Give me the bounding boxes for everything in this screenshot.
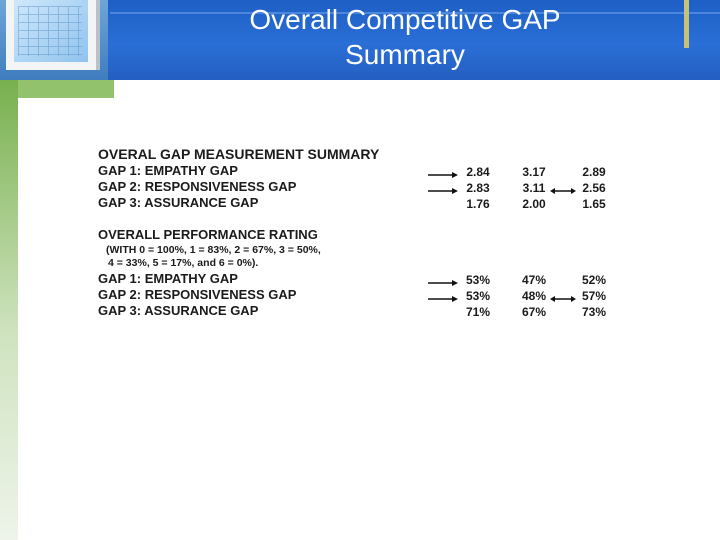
monitor-chart-grid <box>18 6 82 56</box>
summary-row-label: GAP 1: EMPATHY GAP <box>98 163 238 178</box>
summary-row-label: GAP 3: ASSURANCE GAP <box>98 195 259 210</box>
summary-value: 2.83 <box>466 181 490 195</box>
rating-row-label: GAP 3: ASSURANCE GAP <box>98 303 259 318</box>
rating-value: 53% <box>465 273 491 287</box>
rating-note-line1: (WITH 0 = 100%, 1 = 83%, 2 = 67%, 3 = 50%, <box>106 244 321 256</box>
summary-value: 1.65 <box>582 197 606 211</box>
summary-value: 2.84 <box>466 165 490 179</box>
rating-row-label: GAP 1: EMPATHY GAP <box>98 271 238 286</box>
summary-heading: OVERAL GAP MEASUREMENT SUMMARY <box>98 146 380 162</box>
corner-accent <box>18 80 114 98</box>
slide-title <box>130 2 680 72</box>
summary-value: 2.89 <box>582 165 606 179</box>
rating-row-label: GAP 2: RESPONSIVENESS GAP <box>98 287 297 302</box>
slide-header <box>0 0 720 80</box>
rating-value: 73% <box>581 305 607 319</box>
summary-value: 2.56 <box>582 181 606 195</box>
monitor-graphic <box>0 0 108 80</box>
summary-value: 1.76 <box>466 197 490 211</box>
summary-value: 2.00 <box>522 197 546 211</box>
left-accent-bar <box>0 80 18 540</box>
rating-value: 48% <box>521 289 547 303</box>
rating-value: 57% <box>581 289 607 303</box>
rating-note-line2: 4 = 33%, 5 = 17%, and 6 = 0%). <box>108 257 259 269</box>
slide-title-line2: Summary <box>345 39 465 70</box>
rating-value: 47% <box>521 273 547 287</box>
summary-row-label: GAP 2: RESPONSIVENESS GAP <box>98 179 297 194</box>
header-accent-bar <box>684 0 689 48</box>
slide-title-line1: Overall Competitive GAP <box>249 4 561 35</box>
rating-value: 52% <box>581 273 607 287</box>
rating-heading: OVERALL PERFORMANCE RATING <box>98 227 318 242</box>
rating-value: 53% <box>465 289 491 303</box>
rating-value: 71% <box>465 305 491 319</box>
rating-value: 67% <box>521 305 547 319</box>
summary-value: 3.17 <box>522 165 546 179</box>
summary-value: 3.11 <box>522 181 546 195</box>
